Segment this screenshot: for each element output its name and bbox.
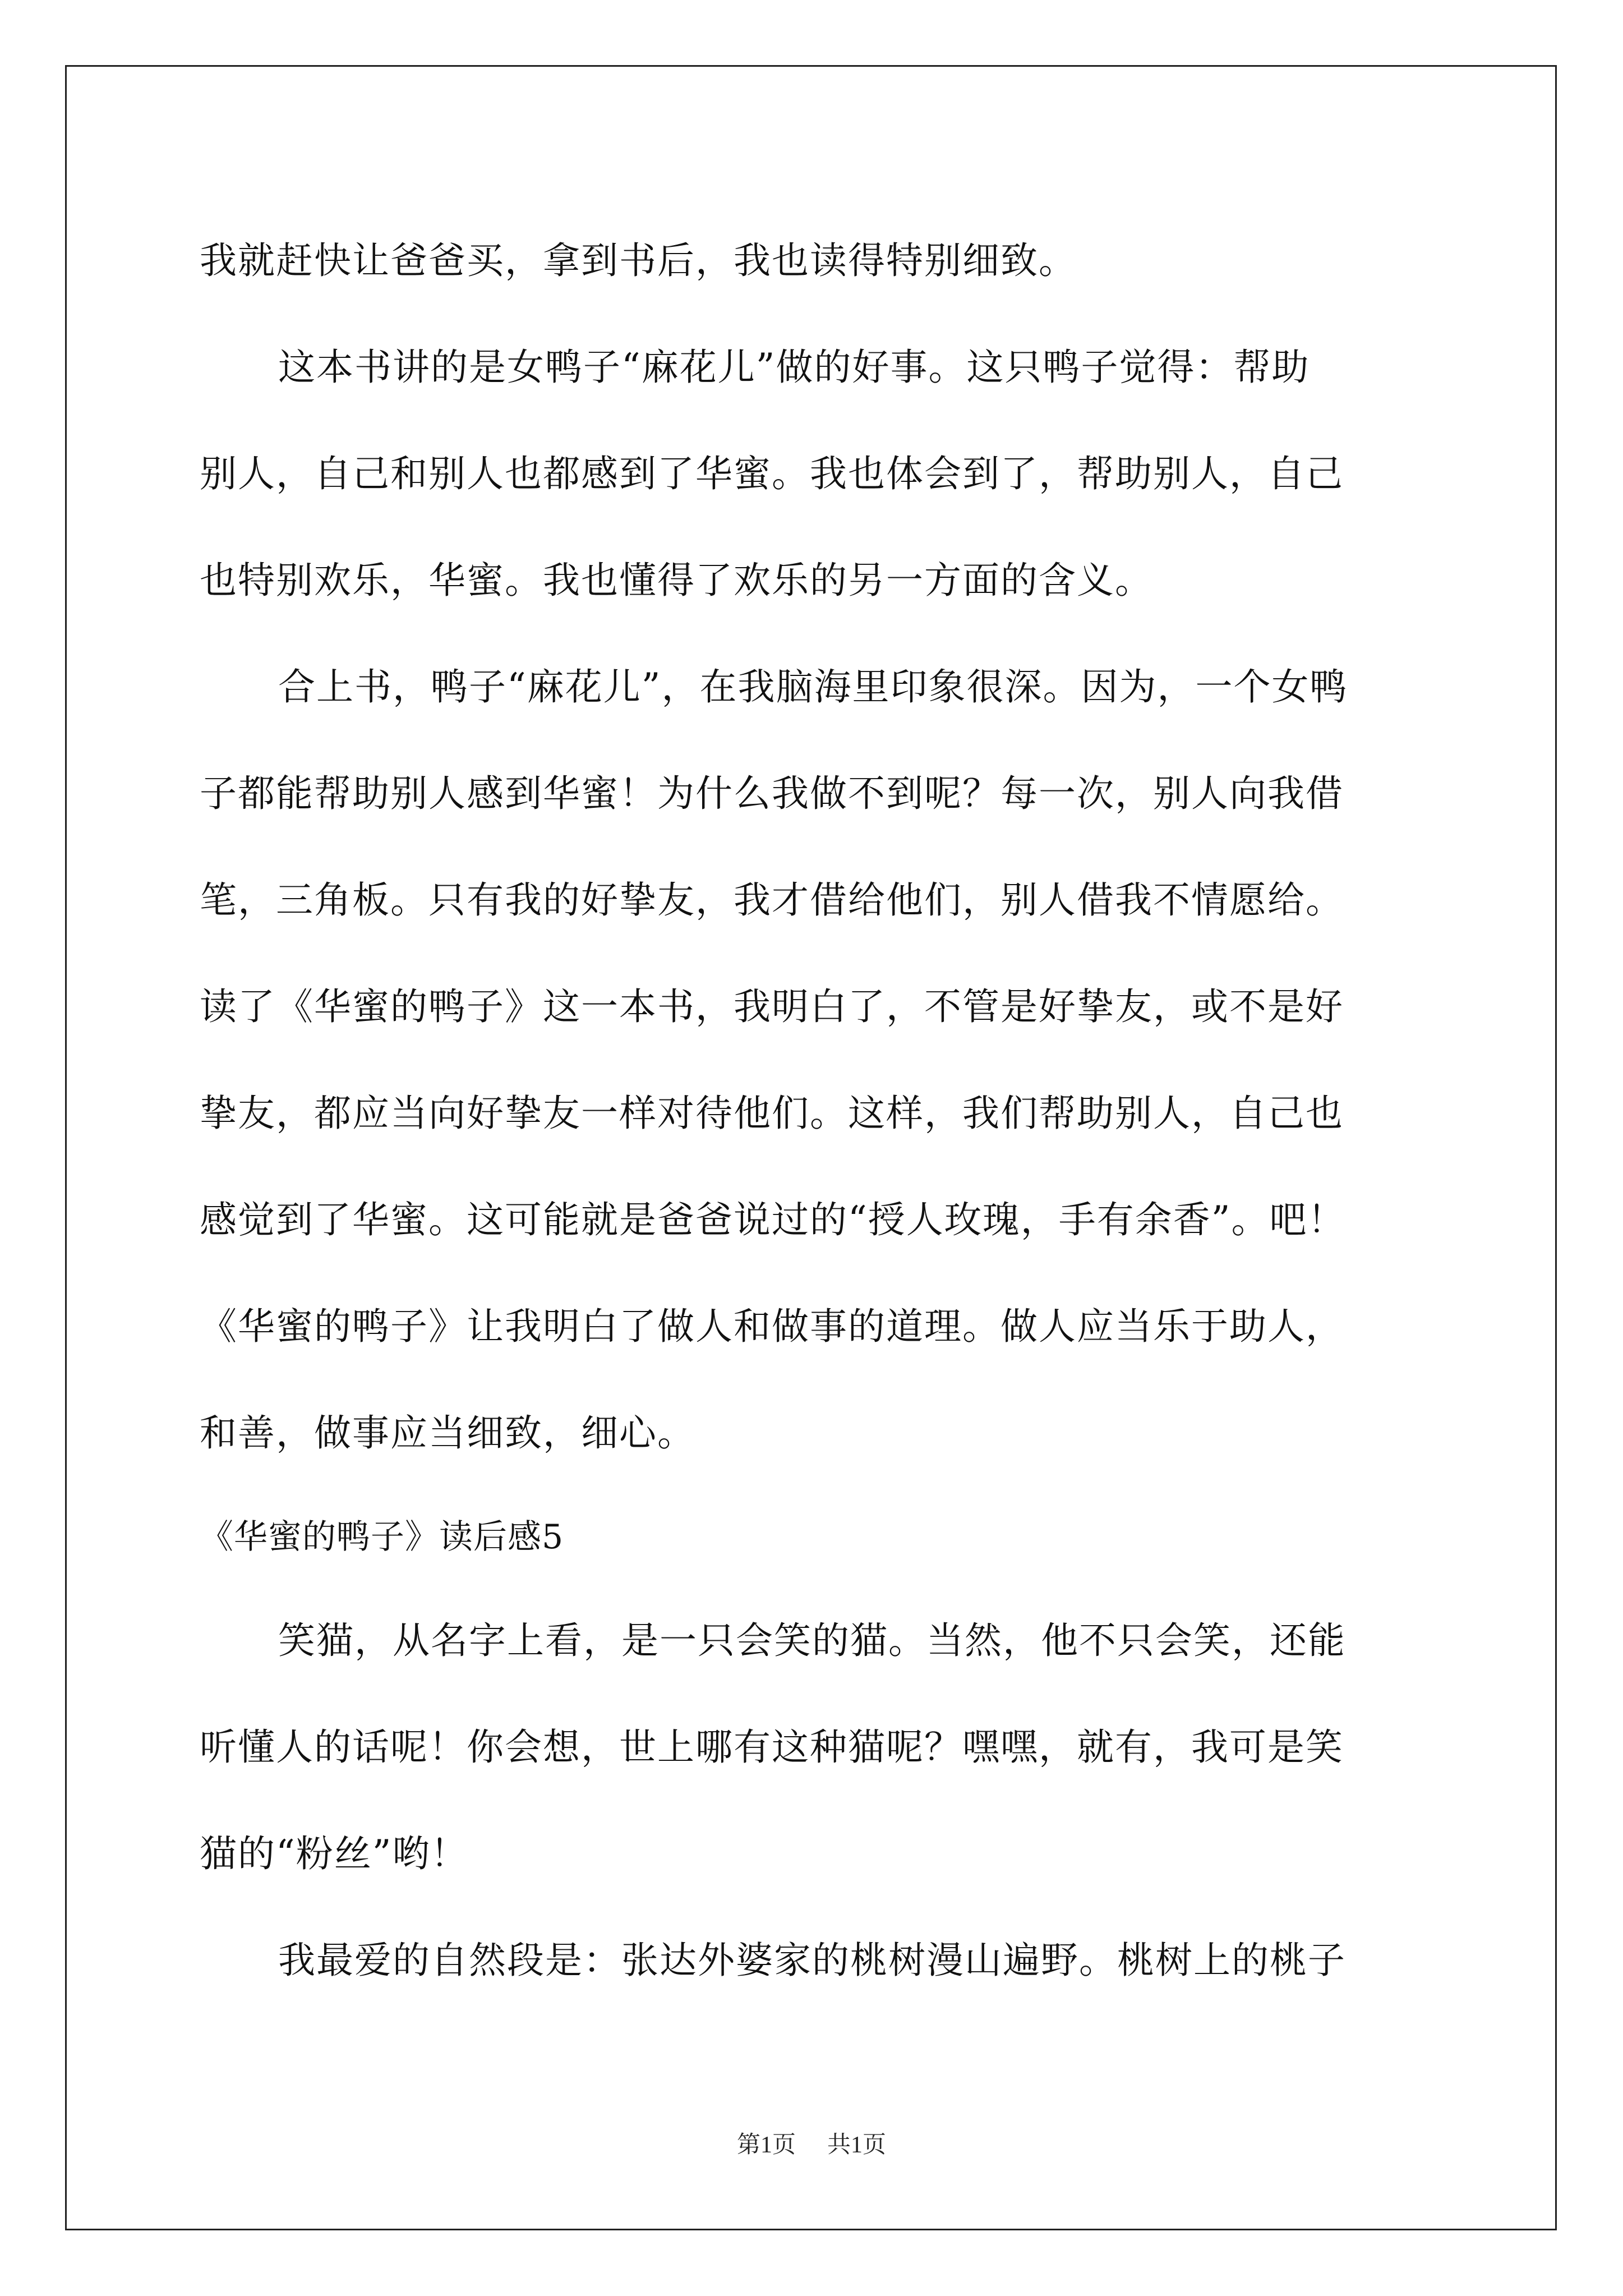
text-line: 笔，三角板。只有我的好挚友，我才借给他们，别人借我不情愿给。 bbox=[200, 878, 1344, 922]
document-body bbox=[200, 208, 1431, 2014]
page-number: 第1页 bbox=[736, 2132, 796, 2158]
paragraph-start: 这本书讲的是女鸭子“麻花儿”做的好事。这只鸭子觉得：帮助 bbox=[278, 346, 1310, 389]
page-total: 共1页 bbox=[827, 2132, 887, 2158]
paragraph-start: 笑猫，从名字上看，是一只会笑的猫。当然，他不只会笑，还能 bbox=[278, 1619, 1346, 1662]
text-line: 子都能帮助别人感到华蜜！为什么我做不到呢？每一次，别人向我借 bbox=[200, 772, 1344, 815]
text-line: 感觉到了华蜜。这可能就是爸爸说过的“授人玫瑰，手有余香”。吧！ bbox=[200, 1198, 1346, 1241]
section-heading: 《华蜜的鸭子》读后感5 bbox=[200, 1517, 564, 1557]
text-line: 读了《华蜜的鸭子》这一本书，我明白了，不管是好挚友，或不是好 bbox=[200, 985, 1344, 1028]
text-line: 听懂人的话呢！你会想，世上哪有这种猫呢？嘿嘿，就有，我可是笑 bbox=[200, 1726, 1344, 1769]
text-line: 挚友，都应当向好挚友一样对待他们。这样，我们帮助别人，自己也 bbox=[200, 1092, 1344, 1135]
text-line: 也特别欢乐，华蜜。我也懂得了欢乐的另一方面的含义。 bbox=[200, 559, 1153, 602]
text-line: 猫的“粉丝”哟！ bbox=[200, 1832, 469, 1875]
paragraph-start: 我最爱的自然段是：张达外婆家的桃树漫山遍野。桃树上的桃子 bbox=[278, 1939, 1346, 1982]
page-footer bbox=[0, 2126, 1623, 2160]
text-line: 别人，自己和别人也都感到了华蜜。我也体会到了，帮助别人，自己 bbox=[200, 452, 1344, 495]
text-line: 《华蜜的鸭子》让我明白了做人和做事的道理。做人应当乐于助人， bbox=[200, 1305, 1344, 1348]
text-line: 我就赶快让爸爸买，拿到书后，我也读得特别细致。 bbox=[200, 239, 1077, 282]
paragraph-start: 合上书，鸭子“麻花儿”，在我脑海里印象很深。因为，一个女鸭 bbox=[278, 665, 1348, 708]
text-line: 和善，做事应当细致，细心。 bbox=[200, 1411, 695, 1455]
